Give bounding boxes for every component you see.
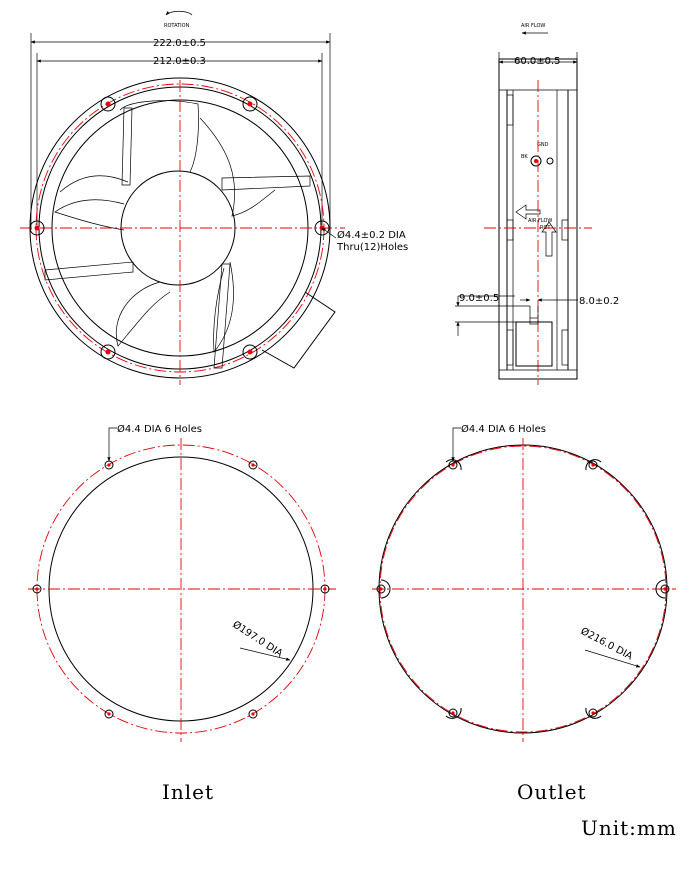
inlet-caption: Inlet [162, 780, 215, 804]
label-airflow-small: AIR FLOW [528, 218, 553, 224]
front-view [20, 11, 408, 385]
dim-left: 9.0±0.5 [459, 293, 500, 304]
inlet-dia-note: Ø197.0 DIA [230, 619, 285, 660]
label-bk: BK [521, 154, 528, 160]
outlet-holes-note: Ø4.4 DIA 6 Holes [461, 424, 546, 435]
inlet-holes-note: Ø4.4 DIA 6 Holes [117, 424, 202, 435]
outlet-caption: Outlet [517, 780, 587, 804]
outlet-dia-note: Ø216.0 DIA [578, 625, 635, 663]
screw-icon [547, 158, 553, 164]
dim-depth: 60.0±0.5 [514, 56, 561, 67]
inlet-view [28, 423, 336, 804]
connector [516, 322, 552, 366]
hole-note-line1: Ø4.4±0.2 DIA [337, 230, 406, 241]
outlet-view [372, 423, 676, 804]
rotation-arrow-icon [166, 11, 192, 15]
terminal-box [262, 292, 335, 368]
airflow-label: AIR FLOW [521, 23, 546, 29]
unit-label: Unit:mm [581, 816, 677, 840]
label-rot-small: ROT [540, 225, 551, 231]
rotation-label: ROTATION [164, 23, 190, 29]
small-airflow-arrow-icon [516, 205, 540, 219]
support-struts [45, 108, 310, 368]
dim-outer: 222.0±0.5 [153, 38, 206, 49]
side-view [455, 23, 619, 385]
dim-hole-spacing: 212.0±0.3 [153, 56, 206, 67]
hole-note-line2: Thru(12)Holes [337, 242, 409, 253]
fan-hub [121, 171, 235, 285]
dim-right: 8.0±0.2 [579, 296, 620, 307]
label-gnd: GND [537, 142, 549, 148]
